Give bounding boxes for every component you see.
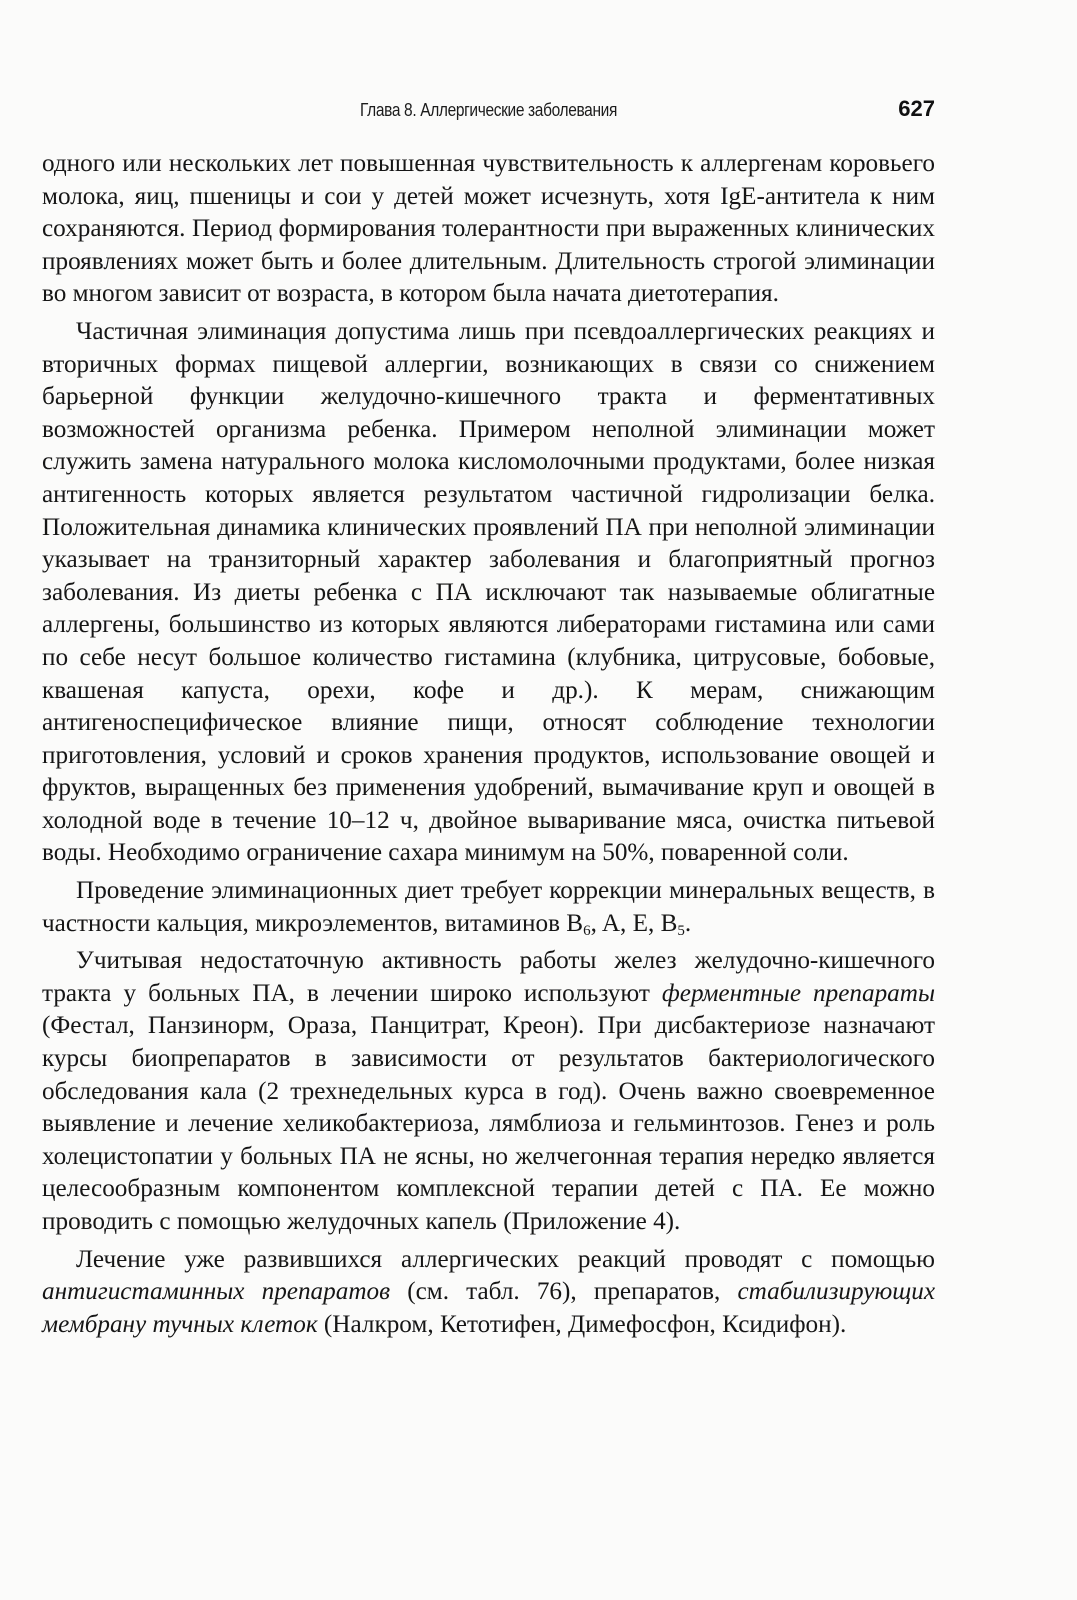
paragraph-3 (42, 875, 935, 940)
subscript-b5: 5 (677, 922, 685, 939)
emphasis-mast-cell-stabilizers: стабилизирующих мембрану тучных клеток (42, 1278, 935, 1338)
paragraph-3-text-before: Проведение элиминационных диет требует коррекции минеральных веществ, в частности кальция, микроэлементов, витаминов B (42, 877, 935, 937)
paragraph-5-text-1: Лечение уже развившихся аллергических реакций проводят с помощью (76, 1245, 935, 1273)
paragraph-5-text-3: (Налкром, Кетотифен, Димефосфон, Ксидифон). (317, 1310, 847, 1338)
running-header (42, 96, 935, 126)
page-number: 627 (898, 96, 935, 121)
paragraph-5-text-2: (см. табл. 76), препаратов, (390, 1278, 738, 1306)
paragraph-5 (42, 1244, 935, 1342)
paragraph-3-text-middle: , A, E, B (590, 909, 678, 937)
paragraph-4 (42, 945, 935, 1238)
paragraph-4-text-2: (Фестал, Панзинорм, Ораза, Панцитрат, Креон). При дисбактериозе назначают курсы биопрепаратов в зависимости от результатов бактериологического обследования кала (2 трехнедельных курса в год). Очень важно своевременное выявление и лечение хеликобактериоза, лямблиоза и гельминтозов. Генез и роль холецистопатии у больных ПА не ясны, но желчегонная терапия нередко является целесообразным компонентом комплексной терапии детей с ПА. Ее можно проводить с помощью желудочных капель (Приложение 4). (42, 1012, 935, 1235)
paragraph-1: одного или нескольких лет повышенная чувствительность к аллергенам коровьего молока, яиц, пшеницы и сои у детей может исчезнуть, хотя IgE-антитела к ним сохраняются. Период формирования толерантности при выраженных клинических проявлениях может быть и более длительным. Длительность строгой элиминации во многом зависит от возраста, в котором была начата диетотерапия. (42, 150, 935, 308)
paragraph-4-text-1: Учитывая недостаточную активность работы желез желудочно-кишечного тракта у больных ПА, в лечении широко используют (42, 947, 935, 1007)
chapter-title: Глава 8. Аллергические заболевания (359, 100, 618, 120)
emphasis-enzyme-preparations: ферментные препараты (661, 979, 936, 1007)
subscript-b6: 6 (583, 922, 591, 939)
page-body (42, 148, 935, 1346)
paragraph-3-text-after: . (684, 909, 692, 937)
emphasis-antihistamines: антигистаминных препаратов (42, 1278, 391, 1306)
paragraph-2: Частичная элиминация допустима лишь при псевдоаллергических реакциях и вторичных формах пищевой аллергии, возникающих в связи со снижением барьерной функции желудочно-кишечного тракта и ферментативных возможностей организма ребенка. Примером неполной элиминации может служить замена натурального молока кисломолочными продуктами, более низкая антигенность которых является результатом частичной гидролизации белка. Положительная динамика клинических проявлений ПА при неполной элиминации указывает на транзиторный характер заболевания и благоприятный прогноз заболевания. Из диеты ребенка с ПА исключают так называемые облигатные аллергены, большинство из которых являются либераторами гистамина или сами по себе несут большое количество гистамина (клубника, цитрусовые, бобовые, квашеная капуста, орехи, кофе и др.). К мерам, снижающим антигеноспецифическое влияние пищи, относят соблюдение технологии приготовления, условий и сроков хранения продуктов, использование овощей и фруктов, выращенных без применения удобрений, вымачивание круп и овощей в холодной воде в течение 10–12 ч, двойное вываривание мяса, очистка питьевой воды. Необходимо ограничение сахара минимум на 50%, поваренной соли. (42, 317, 935, 867)
